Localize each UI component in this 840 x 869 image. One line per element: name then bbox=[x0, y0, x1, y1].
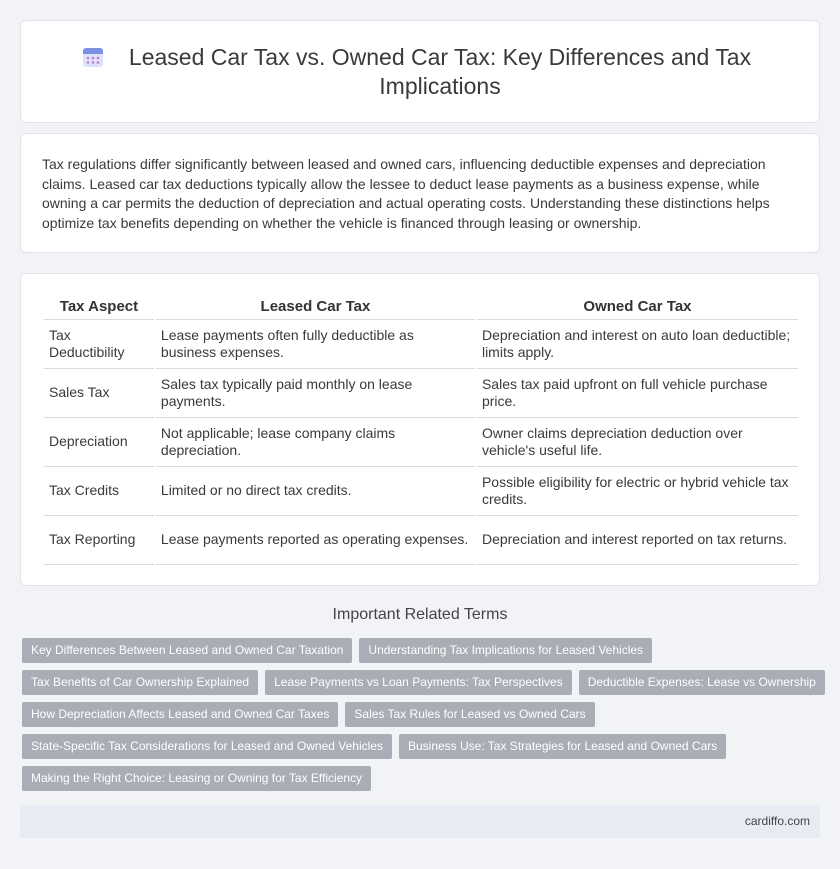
page-title: Leased Car Tax vs. Owned Car Tax: Key Differences and Tax Implications bbox=[128, 44, 752, 99]
tag-row bbox=[22, 638, 818, 663]
table-row bbox=[44, 320, 798, 369]
header-leased-car-tax: Leased Car Tax bbox=[156, 294, 475, 320]
related-term-tag[interactable]: Key Differences Between Leased and Owned Car Taxation bbox=[22, 638, 352, 663]
related-term-tag[interactable]: Business Use: Tax Strategies for Leased and Owned Cars bbox=[399, 734, 726, 759]
row-leased-cell: Lease payments often fully deductible as business expenses. bbox=[156, 320, 475, 369]
comparison-table bbox=[42, 294, 800, 565]
intro-paragraph: Tax regulations differ significantly between leased and owned cars, influencing deductible expenses and depreciation claims. Leased car tax deductions typically allow the lessee to deduct lease payments as a business expense, while owning a car permits the deduction of depreciation and actual operating costs. Understanding these distinctions helps optimize tax benefits depending on whether the vehicle is financed through leasing or ownership. bbox=[42, 156, 770, 231]
row-leased-cell: Limited or no direct tax credits. bbox=[156, 467, 475, 516]
row-leased-cell: Lease payments reported as operating expenses. bbox=[156, 516, 475, 565]
related-term-tag[interactable]: Lease Payments vs Loan Payments: Tax Perspectives bbox=[265, 670, 572, 695]
comparison-table-card bbox=[20, 273, 820, 586]
row-owned-cell: Owner claims depreciation deduction over vehicle's useful life. bbox=[477, 418, 798, 467]
row-aspect-cell: Tax Reporting bbox=[44, 516, 154, 565]
table-header-row bbox=[44, 294, 798, 320]
related-term-tag[interactable]: Understanding Tax Implications for Leased Vehicles bbox=[359, 638, 652, 663]
footer bbox=[20, 805, 820, 838]
tag-row bbox=[22, 734, 818, 759]
row-owned-cell: Sales tax paid upfront on full vehicle purchase price. bbox=[477, 369, 798, 418]
row-owned-cell: Possible eligibility for electric or hybrid vehicle tax credits. bbox=[477, 467, 798, 516]
row-aspect-cell: Sales Tax bbox=[44, 369, 154, 418]
row-owned-cell: Depreciation and interest reported on tax returns. bbox=[477, 516, 798, 565]
intro-card bbox=[20, 133, 820, 253]
related-terms-title: Important Related Terms bbox=[332, 606, 508, 623]
related-term-tag[interactable]: State-Specific Tax Considerations for Leased and Owned Vehicles bbox=[22, 734, 392, 759]
row-aspect-cell: Depreciation bbox=[44, 418, 154, 467]
row-aspect-cell: Tax Deductibility bbox=[44, 320, 154, 369]
row-leased-cell: Sales tax typically paid monthly on lease payments. bbox=[156, 369, 475, 418]
header-tax-aspect: Tax Aspect bbox=[44, 294, 154, 320]
related-term-tag[interactable]: Deductible Expenses: Lease vs Ownership bbox=[579, 670, 825, 695]
related-terms-list bbox=[22, 638, 818, 798]
table-row bbox=[44, 418, 798, 467]
table-row bbox=[44, 467, 798, 516]
table-row bbox=[44, 516, 798, 565]
related-term-tag[interactable]: Tax Benefits of Car Ownership Explained bbox=[22, 670, 258, 695]
footer-site-link[interactable]: cardiffo.com bbox=[744, 814, 810, 828]
row-leased-cell: Not applicable; lease company claims depreciation. bbox=[156, 418, 475, 467]
table-row bbox=[44, 369, 798, 418]
tag-row bbox=[22, 702, 818, 727]
related-term-tag[interactable]: How Depreciation Affects Leased and Owned Car Taxes bbox=[22, 702, 338, 727]
related-term-tag[interactable]: Making the Right Choice: Leasing or Owning for Tax Efficiency bbox=[22, 766, 371, 791]
header-card bbox=[20, 20, 820, 123]
tag-row bbox=[22, 766, 818, 791]
row-owned-cell: Depreciation and interest on auto loan deductible; limits apply. bbox=[477, 320, 798, 369]
tag-row bbox=[22, 670, 818, 695]
related-term-tag[interactable]: Sales Tax Rules for Leased vs Owned Cars bbox=[345, 702, 594, 727]
header-owned-car-tax: Owned Car Tax bbox=[477, 294, 798, 320]
row-aspect-cell: Tax Credits bbox=[44, 467, 154, 516]
